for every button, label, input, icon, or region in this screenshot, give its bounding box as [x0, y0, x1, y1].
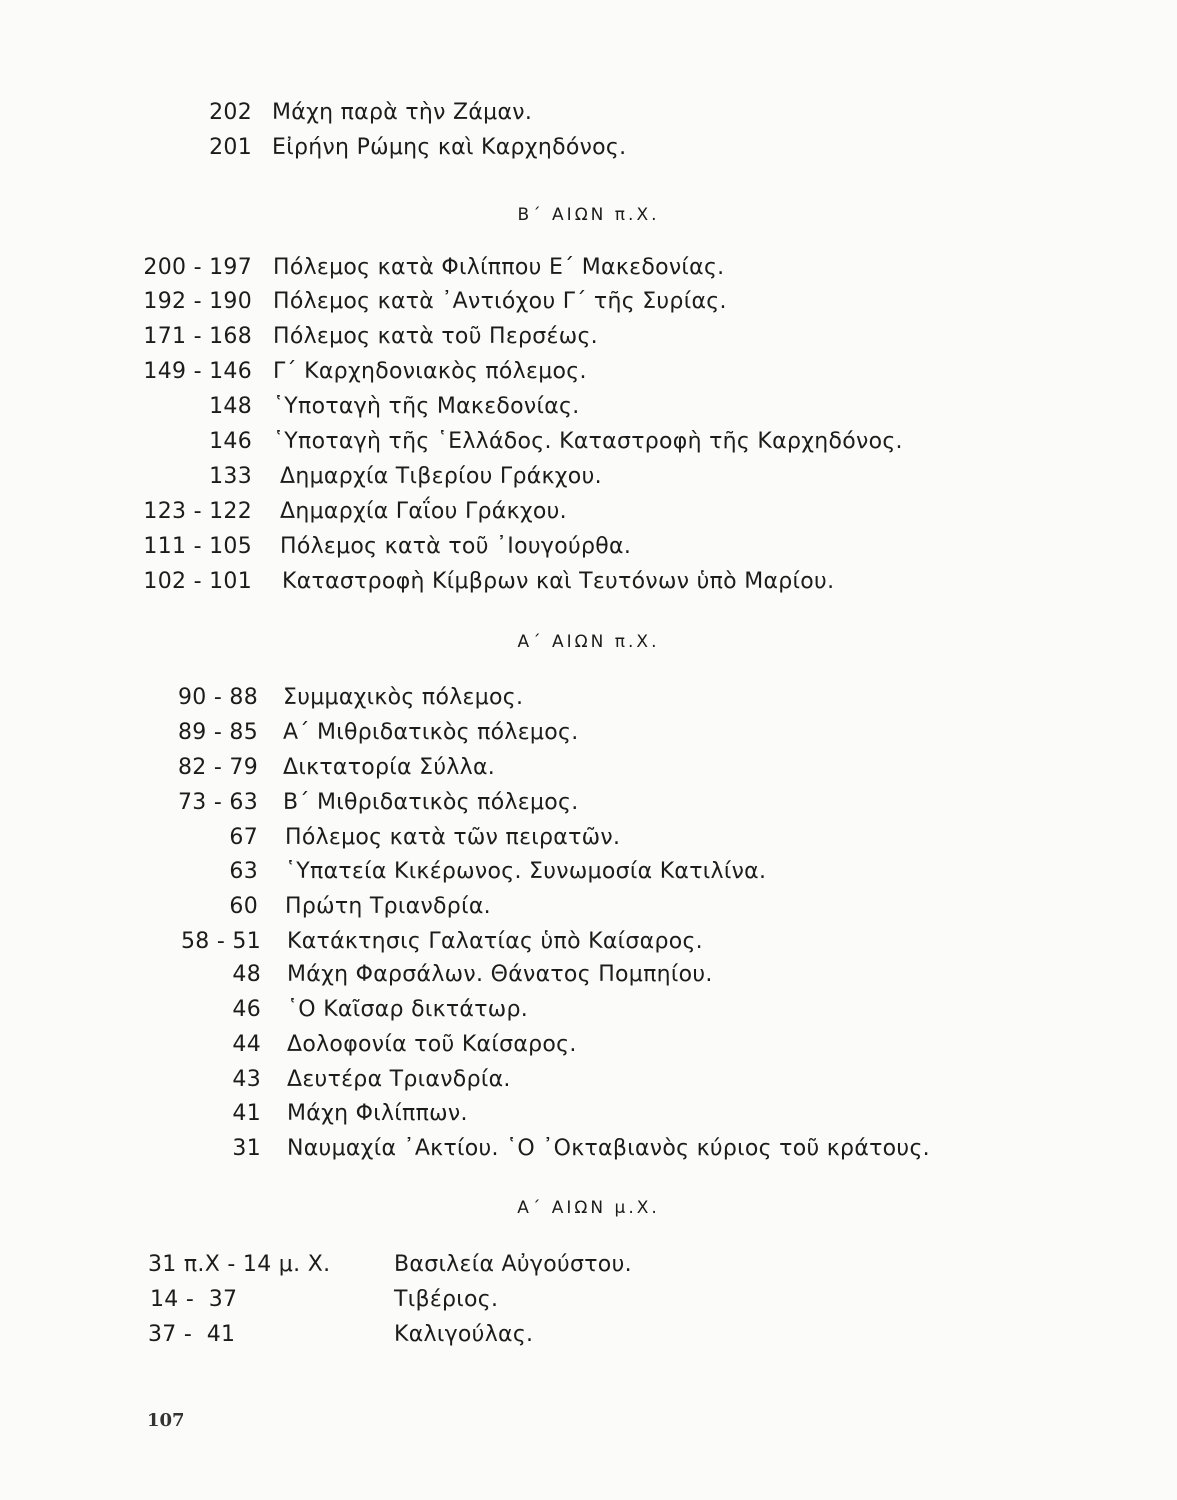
heading-text: Β΄ ΑΙΩΝ π.Χ.: [517, 205, 660, 225]
row-date: 31 π.Χ - 14 μ. Χ.: [148, 1252, 331, 1277]
row-text: Δημαρχία Γαΐου Γράκχου.: [280, 499, 567, 524]
row-date: 90 - 88: [177, 685, 258, 710]
row-text: Μάχη Φιλίππων.: [287, 1101, 468, 1126]
row-text: Καλιγούλας.: [394, 1322, 534, 1347]
row-text: Βασιλεία Αὐγούστου.: [394, 1252, 632, 1277]
row-text: Συμμαχικὸς πόλεμος.: [283, 685, 524, 710]
row-date: 48: [232, 962, 261, 987]
row-text: Πόλεμος κατὰ τοῦ Περσέως.: [273, 324, 598, 349]
row-text: Καταστροφὴ Κίμβρων καὶ Τευτόνων ὑπὸ Μαρίου.: [282, 569, 835, 594]
row-date: 171 - 168: [143, 324, 252, 349]
row-date: 14 - 37: [150, 1287, 238, 1312]
row-text: Πόλεμος κατὰ τῶν πειρατῶν.: [285, 825, 621, 850]
row-text: ῾Ο Καῖσαρ δικτάτωρ.: [287, 997, 529, 1022]
row-date: 111 - 105: [143, 534, 252, 559]
row-date: 31: [232, 1136, 261, 1161]
row-date: 89 - 85: [177, 720, 258, 745]
row-date: 201: [209, 135, 252, 160]
section-heading-a-century-ad: [0, 1198, 1177, 1218]
section-heading-a-century-bc: [0, 632, 1177, 652]
row-date: 133: [209, 464, 252, 489]
row-date: 202: [209, 100, 252, 125]
row-text: Δολοφονία τοῦ Καίσαρος.: [287, 1032, 577, 1057]
row-text: Πρώτη Τριανδρία.: [285, 894, 491, 919]
row-date: 146: [209, 429, 252, 454]
heading-text: Α΄ ΑΙΩΝ μ.Χ.: [517, 1198, 660, 1218]
row-text: Μάχη Φαρσάλων. Θάνατος Πομπηίου.: [287, 962, 713, 987]
row-date: 60: [229, 894, 258, 919]
row-date: 63: [229, 859, 258, 884]
row-date: 148: [209, 394, 252, 419]
section-heading-b-century: [0, 205, 1177, 225]
row-text: Γ΄ Καρχηδονιακὸς πόλεμος.: [273, 359, 587, 384]
row-date: 102 - 101: [143, 569, 252, 594]
row-text: Τιβέριος.: [394, 1287, 499, 1312]
row-date: 44: [232, 1032, 261, 1057]
row-text: Β΄ Μιθριδατικὸς πόλεμος.: [283, 790, 579, 815]
row-text: Δημαρχία Τιβερίου Γράκχου.: [280, 464, 602, 489]
row-text: Δικτατορία Σύλλα.: [283, 755, 496, 780]
row-text: Εἰρήνη Ρώμης καὶ Καρχηδόνος.: [272, 135, 627, 160]
row-text: Α΄ Μιθριδατικὸς πόλεμος.: [283, 720, 579, 745]
row-text: Πόλεμος κατὰ ᾿Αντιόχου Γ΄ τῆς Συρίας.: [273, 289, 727, 314]
row-date: 149 - 146: [143, 359, 252, 384]
row-text: ῾Υποταγὴ τῆς Μακεδονίας.: [273, 394, 580, 419]
row-text: Πόλεμος κατὰ τοῦ ᾿Ιουγούρθα.: [280, 534, 632, 559]
page-number: 107: [147, 1410, 185, 1431]
row-text: Μάχη παρὰ τὴν Ζάμαν.: [272, 100, 533, 125]
row-date: 37 - 41: [148, 1322, 236, 1347]
row-date: 123 - 122: [143, 499, 252, 524]
row-text: Κατάκτησις Γαλατίας ὑπὸ Καίσαρος.: [287, 929, 703, 954]
row-date: 73 - 63: [177, 790, 258, 815]
row-text: Δευτέρα Τριανδρία.: [287, 1067, 511, 1092]
row-date: 58 - 51: [180, 929, 261, 954]
row-date: 41: [232, 1101, 261, 1126]
row-date: 46: [232, 997, 261, 1022]
row-date: 43: [232, 1067, 261, 1092]
row-text: ῾Υποταγὴ τῆς ῾Ελλάδος. Καταστροφὴ τῆς Καρχηδόνος.: [273, 429, 903, 454]
row-text: Ναυμαχία ᾿Ακτίου. ῾Ο ᾿Οκταβιανὸς κύριος τοῦ κράτους.: [287, 1136, 930, 1161]
heading-text: Α΄ ΑΙΩΝ π.Χ.: [517, 632, 660, 652]
row-text: Πόλεμος κατὰ Φιλίππου Ε΄ Μακεδονίας.: [273, 255, 725, 280]
row-date: 192 - 190: [143, 289, 252, 314]
row-date: 82 - 79: [177, 755, 258, 780]
row-text: ῾Υπατεία Κικέρωνος. Συνωμοσία Κατιλίνα.: [285, 859, 767, 884]
row-date: 200 - 197: [143, 255, 252, 280]
row-date: 67: [229, 825, 258, 850]
